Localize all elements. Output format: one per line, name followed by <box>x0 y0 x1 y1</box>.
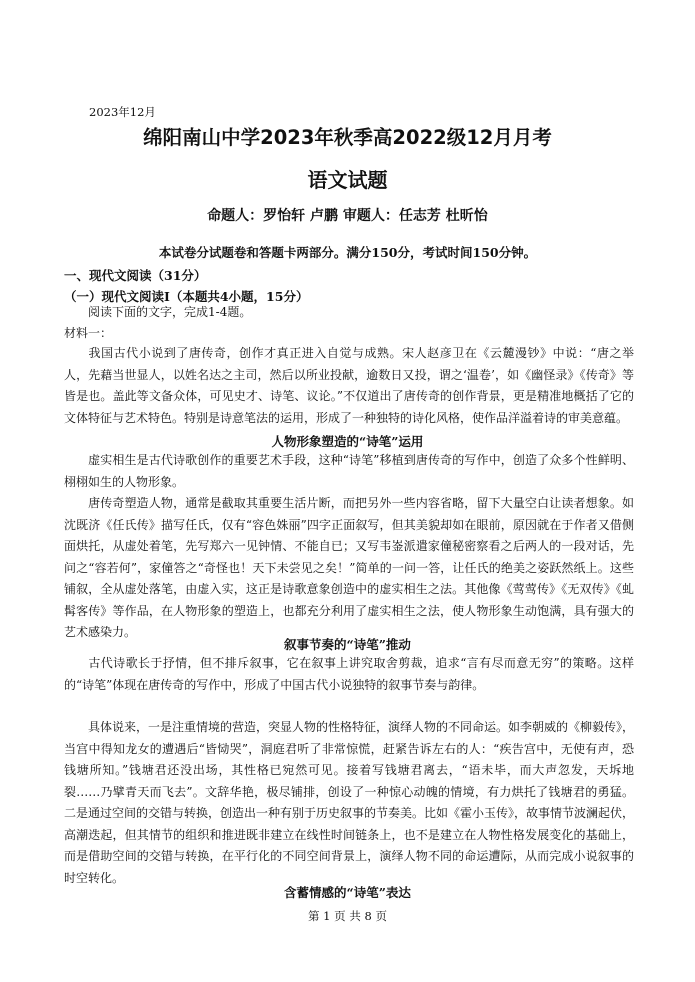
paragraph-3-text: 唐传奇塑造人物，通常是截取其重要生活片断，而把另外一些内容省略，留下大量空白让读者想象。如沈既济《任氏传》描写任氏，仅有“容色姝丽”四字正面叙写，但其美貌却如在眼前，原因就在于作者又借侧面烘托，从虚处着笔，先写郑六一见钟情、不能自已；又写韦崟派遣家僮秘密察看之后两人的一段对话，先问之“容若何”，家僮答之“奇怪也！天下未尝见之矣！”简单的一问一答，让任氏的绝美之姿跃然纸上。这些铺叙，全从虚处落笔，由虚入实，这正是诗歌意象创造中的虚实相生之法。其他像《莺莺传》《无双传》《虬髯客传》等作品，在人物形象的塑造上，也都充分利用了虚实相生之法，使人物形象生动饱满，具有强大的艺术感染力。 <box>64 496 634 639</box>
paragraph-4 <box>64 653 634 696</box>
page-number: 第 1 页 共 8 页 <box>308 909 387 923</box>
paragraph-2-text: 虚实相生是古代诗歌创作的重要艺术手段，这种“诗笔”移植到唐传奇的写作中，创造了众多个性鲜明、栩栩如生的人物形象。 <box>64 453 634 489</box>
paragraph-5 <box>64 717 634 889</box>
subheading-emotion: 含蓄情感的“诗笔”表达 <box>284 885 411 900</box>
exam-notice: 本试卷分试题卷和答题卡两部分。满分150分，考试时间150分钟。 <box>158 245 537 260</box>
exam-authors: 命题人：罗怡轩 卢鹏 审题人：任志芳 杜昕怡 <box>207 208 488 224</box>
reading-instruction: 阅读下面的文字，完成1-4题。 <box>88 305 252 319</box>
exam-date: 2023年12月 <box>89 105 156 119</box>
exam-title: 绵阳南山中学2023年秋季高2022级12月月考 <box>143 126 552 149</box>
section-subheading: （一）现代文阅读Ⅰ（本题共4小题，15分） <box>64 289 309 304</box>
section-heading: 一、现代文阅读（31分） <box>64 268 207 283</box>
material-label: 材料一： <box>64 326 113 340</box>
paragraph-5-text: 具体说来，一是注重情境的营造，突显人物的性格特征，演绎人物的不同命运。如李朝威的《柳毅传》，当宫中得知龙女的遭遇后“皆恸哭”，洞庭君听了非常惊慌，赶紧告诉左右的人：“疾告宫中，无使有声，恐钱塘所知。”钱塘君还没出场，其性格已宛然可见。接着写钱塘君离去，“语未毕，而大声忽发，天坼地裂……乃擘青天而飞去”。文辞华艳，极尽铺排，创设了一种惊心动魄的情境，有力烘托了钱塘君的勇猛。二是通过空间的交错与转换，创造出一种有别于历史叙事的节奏美。比如《霍小玉传》，故事情节波澜起伏，高潮迭起，但其情节的组织和推进既非建立在线性时间链条上，也不是建立在人物性格发展变化的基础上，而是借助空间的交错与转换，在平行化的不同空间背景上，演绎人物不同的命运遭际，从而完成小说叙事的时空转化。 <box>64 720 635 885</box>
subheading-character: 人物形象塑造的“诗笔”运用 <box>271 434 424 449</box>
paragraph-1 <box>64 343 634 429</box>
subheading-narrative: 叙事节奏的“诗笔”推动 <box>284 637 411 652</box>
paragraph-4-text: 古代诗歌长于抒情，但不排斥叙事，它在叙事上讲究取舍剪裁，追求“言有尽而意无穷”的策略。这样的“诗笔”体现在唐传奇的写作中，形成了中国古代小说独特的叙事节奏与韵律。 <box>64 656 634 692</box>
paragraph-3 <box>64 493 634 644</box>
paragraph-1-text: 我国古代小说到了唐传奇，创作才真正进入自觉与成熟。宋人赵彦卫在《云麓漫钞》中说：“唐之举人，先藉当世显人，以姓名达之主司，然后以所业投献，逾数日又投，谓之‘温卷’，如《幽怪录》《传奇》等皆是也。盖此等文备众体，可见史才、诗笔、议论。”不仅道出了唐传奇的创作背景，更是精准地概括了它的文体特征与艺术特色。特别是诗意笔法的运用，形成了一种独特的诗化风格，使作品洋溢着诗的审美意蕴。 <box>64 346 634 425</box>
exam-subject: 语文试题 <box>307 168 388 192</box>
paragraph-2 <box>64 450 634 493</box>
